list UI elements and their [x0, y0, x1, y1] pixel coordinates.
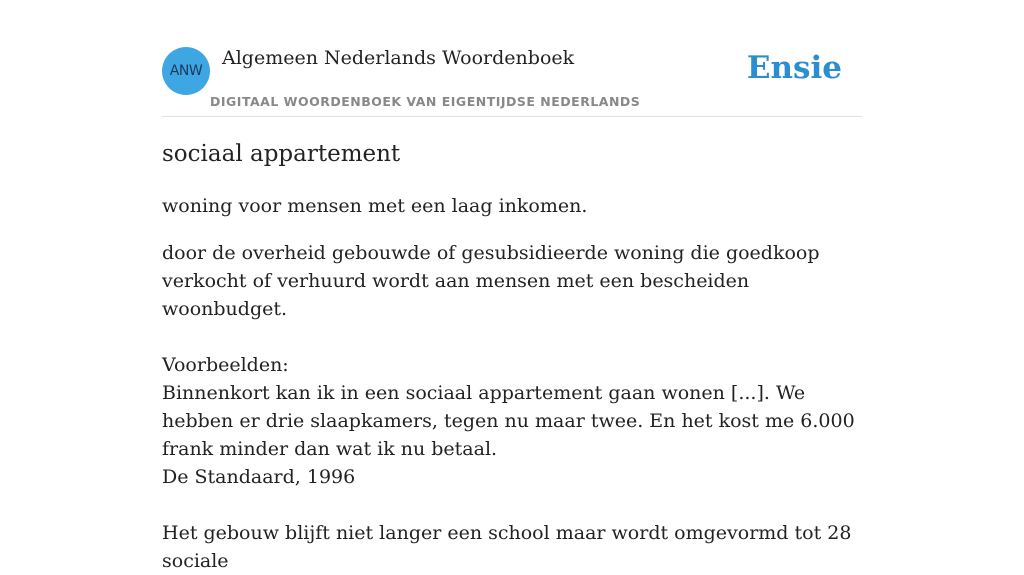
definition-1: woning voor mensen met een laag inkomen. — [162, 195, 588, 217]
entry-content — [162, 138, 862, 575]
examples-heading: Voorbeelden: — [162, 354, 289, 376]
example-2-text: Het gebouw blijft niet langer een school maar wordt omgevormd tot 28 sociale — [162, 522, 852, 572]
anw-logo[interactable] — [162, 47, 210, 95]
site-title[interactable]: Algemeen Nederlands Woordenboek — [222, 47, 575, 69]
spacer — [162, 323, 862, 351]
entry-term: sociaal appartement — [162, 141, 401, 167]
example-1-text: Binnenkort kan ik in een sociaal appartement gaan wonen [...]. We hebben er drie slaapkamers, tegen nu maar twee. En het kost me 6.000 frank minder dan wat ik nu betaal. — [162, 382, 855, 460]
logo-text: ANW — [169, 63, 203, 79]
ensie-logo[interactable]: Ensie — [746, 50, 842, 86]
spacer — [162, 491, 862, 519]
definition-2: door de overheid gebouwde of gesubsidieerde woning die goedkoop verkocht of verhuurd wordt aan mensen met een bescheiden woonbudget. — [162, 242, 820, 320]
site-subtitle: DIGITAAL WOORDENBOEK VAN EIGENTIJDSE NEDERLANDS — [210, 94, 641, 109]
site-header — [162, 44, 862, 117]
example-1-source: De Standaard, 1996 — [162, 466, 356, 488]
